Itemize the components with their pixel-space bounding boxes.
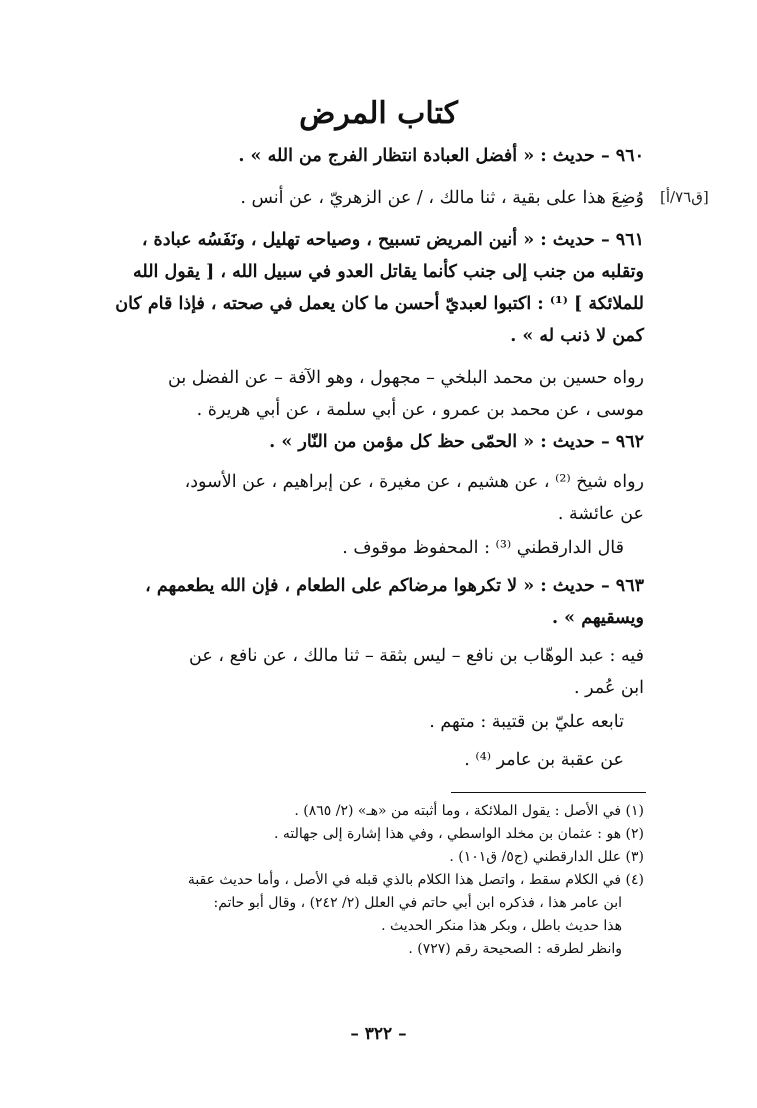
commentary-line: رواه حسين بن محمد البلخي – مجهول ، وهو الآفة – عن الفضل بن [168, 368, 644, 388]
footnote-1: (١) في الأصل : يقول الملائكة ، وما أثبته من «هـ» (٢/ ٨٦٥) . [294, 803, 644, 819]
footnote-4-continuation: ابن عامر هذا ، فذكره ابن أبي حاتم في العلل (٢/ ٢٤٢) ، وقال أبو حاتم: [213, 895, 622, 911]
page-number: – ٣٢٢ – [350, 1024, 407, 1044]
commentary-line: عن عقبة بن عامر ⁽⁴⁾ . [464, 750, 624, 770]
hadith-963 [112, 570, 644, 634]
hadith-960 [112, 140, 644, 172]
commentary-line: ابن عُمر . [574, 678, 644, 698]
footnote-separator [451, 792, 646, 793]
commentary-line: رواه شيخ ⁽²⁾ ، عن هشيم ، عن مغيرة ، عن إبراهيم ، عن الأسود، [184, 472, 644, 492]
commentary-line: وُضِعَ هذا على بقية ، ثنا مالك ، / عن الزهريّ ، عن أنس . [240, 188, 644, 208]
hadith-963-commentary [112, 640, 644, 704]
hadith-heading: ٩٦٢ – حديث : « الحمّى حظ كل مؤمن من النّار » . [269, 432, 644, 452]
hadith-heading: ٩٦٠ – حديث : « أفضل العبادة انتظار الفرج من الله » . [238, 146, 644, 166]
hadith-text-line: وتقلبه من جنب إلى جنب كأنما يقاتل العدو في سبيل الله ، [ يقول الله [133, 262, 644, 282]
chapter-title: كتاب المرض [299, 96, 458, 131]
hadith-text-line: للملائكة ] ⁽¹⁾ : اكتبوا لعبديّ أحسن ما كان يعمل في صحته ، فإذا قام كان [115, 294, 644, 314]
hadith-961-commentary [112, 362, 644, 426]
commentary-line: موسى ، عن محمد بن عمرو ، عن أبي سلمة ، عن أبي هريرة . [196, 400, 644, 420]
hadith-960-commentary [112, 182, 644, 214]
footnotes [99, 800, 644, 961]
hadith-text-line: كمن لا ذنب له » . [510, 326, 644, 346]
hadith-962-commentary [112, 466, 644, 530]
manuscript-folio-note: [ق٧٦/أ] [660, 188, 709, 206]
hadith-heading: ٩٦١ – حديث : « أنين المريض تسبيح ، وصياحه تهليل ، ونَفَسُه عبادة ، [141, 230, 644, 250]
hadith-text-line: ويسقيهم » . [552, 608, 644, 628]
footnote-2: (٢) هو : عثمان بن مخلد الواسطي ، وفي هذا إشارة إلى جهالته . [274, 826, 644, 842]
commentary-line: تابعه عليّ بن قتيبة : متهم . [429, 712, 624, 732]
daraqutni-comment [112, 532, 644, 564]
hadith-962 [112, 426, 644, 458]
tabaahu-note [112, 706, 644, 738]
commentary-line: فيه : عبد الوهّاب بن نافع – ليس بثقة – ثنا مالك ، عن نافع ، عن [189, 646, 644, 666]
footnote-4-continuation: وانظر لطرقه : الصحيحة رقم (٧٢٧) . [408, 941, 622, 957]
footnote-4: (٤) في الكلام سقط ، واتصل هذا الكلام بالذي قبله في الأصل ، وأما حديث عقبة [187, 872, 644, 888]
commentary-line: عن عائشة . [557, 504, 644, 524]
footnote-4-continuation: هذا حديث باطل ، وبكر هذا منكر الحديث . [381, 918, 622, 934]
hadith-961 [112, 224, 644, 352]
uqba-note [112, 744, 644, 776]
footnote-3: (٣) علل الدارقطني (ج٥/ ق١٠١) . [449, 849, 644, 865]
hadith-heading: ٩٦٣ – حديث : « لا تكرهوا مرضاكم على الطعام ، فإن الله يطعمهم ، [145, 576, 644, 596]
commentary-line: قال الدارقطني ⁽³⁾ : المحفوظ موقوف . [342, 538, 624, 558]
